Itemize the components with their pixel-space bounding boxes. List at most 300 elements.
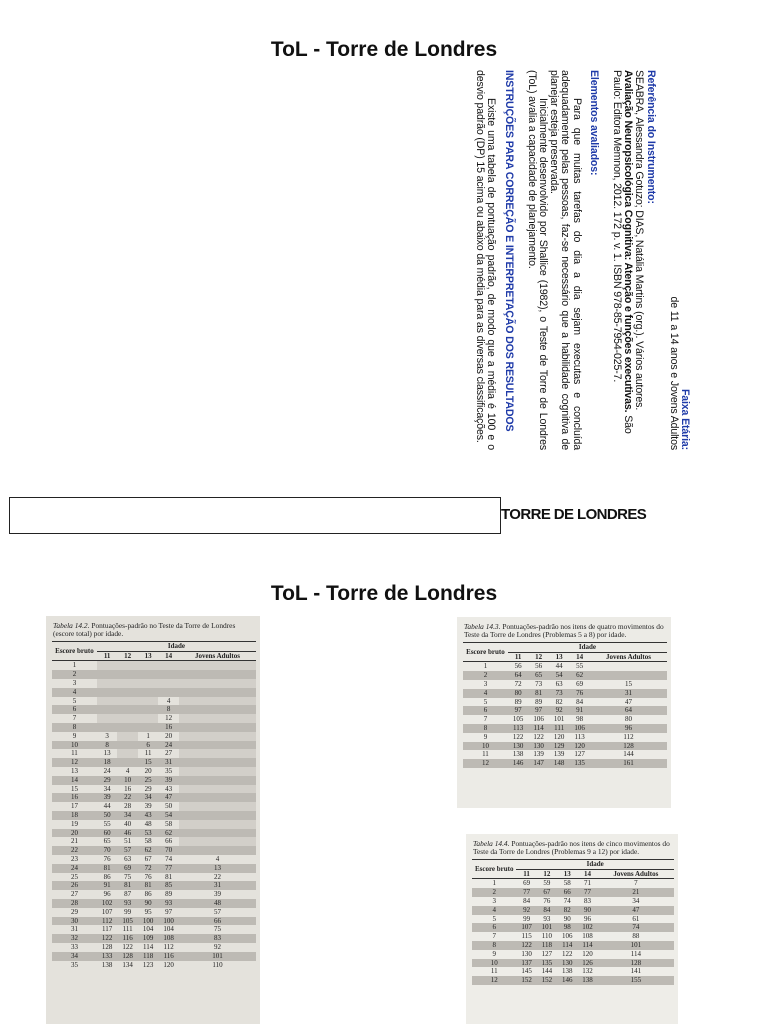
table-cell: 64 [590, 706, 667, 715]
table-cell: 5 [483, 697, 488, 706]
header-col: 11 [97, 651, 118, 661]
score-table [472, 859, 674, 985]
table-cell: 87 [124, 890, 132, 899]
table-cell: 114 [577, 941, 597, 950]
caption-text: Pontuações-padrão nos itens de cinco movimentos do Teste da Torre de Londres (Problemas 9 a 12) por idade. [473, 839, 670, 857]
table-cell: 3 [105, 731, 109, 740]
table-row [472, 950, 674, 959]
banner-title: TORRE DE LONDRES [501, 506, 647, 523]
table-cell [97, 705, 118, 714]
table-cell: 130 [557, 959, 577, 968]
table-cell: 2 [472, 888, 516, 897]
table-cell: 55 [103, 819, 111, 828]
table-cell: 98 [576, 715, 584, 724]
table-cell [179, 829, 256, 838]
table-cell: 8 [472, 941, 516, 950]
table-cell: 27 [70, 890, 78, 899]
table-cell: 3 [483, 680, 488, 688]
table-cell: 5 [72, 696, 77, 705]
table-cell: 107 [516, 923, 536, 932]
table-cell: 109 [138, 934, 159, 943]
table-cell: 128 [590, 742, 667, 751]
table-cell: 6 [463, 706, 508, 715]
table-cell: 133 [97, 952, 118, 961]
table-14-2 [46, 616, 260, 1024]
table-cell [138, 705, 159, 714]
elem-paragraph-2: Inicialmente desenvolvido por Shallice (1982), o Teste de Torre de Londres (ToL) avalia a capacidade de planejamento. [525, 70, 549, 450]
table-cell [179, 670, 256, 679]
table-cell: 62 [138, 846, 159, 855]
table-cell: 120 [582, 949, 593, 958]
table-cell: 93 [158, 899, 179, 908]
header-col: 13 [549, 652, 570, 662]
table-cell: 105 [512, 715, 524, 724]
table-cell: 114 [143, 942, 154, 951]
table-cell: 99 [124, 907, 132, 916]
table-cell: 98 [557, 923, 577, 932]
table-row [472, 915, 674, 924]
header-col: Jovens Adultos [598, 869, 674, 879]
table-cell [179, 837, 256, 846]
table-cell [179, 846, 256, 855]
table-cell: 91 [569, 706, 590, 715]
table-cell: 12 [472, 976, 516, 985]
faixa-etaria [679, 70, 690, 450]
table-cell: 128 [598, 959, 674, 968]
table-cell: 101 [553, 715, 565, 724]
table-cell [117, 723, 138, 732]
table-cell: 72 [138, 864, 159, 873]
table-cell: 90 [563, 914, 571, 923]
table-cell: 152 [516, 976, 536, 985]
table-cell: 102 [577, 923, 597, 932]
table-row [52, 837, 256, 846]
table-cell: 9 [72, 731, 77, 740]
table-cell: 120 [163, 960, 174, 969]
table-cell [179, 802, 256, 811]
table-cell [138, 723, 159, 732]
table-cell [590, 671, 667, 680]
table-cell: 144 [623, 750, 634, 759]
table-cell: 80 [508, 689, 529, 698]
table-row [463, 759, 667, 768]
table-cell: 62 [569, 671, 590, 680]
table-cell: 113 [508, 724, 529, 733]
table-row [52, 697, 256, 706]
table-cell: 92 [516, 906, 536, 915]
table-row [463, 733, 667, 742]
table-cell: 116 [158, 952, 179, 961]
table-caption [457, 617, 671, 642]
rotated-info-block [420, 70, 690, 450]
table-cell: 138 [561, 967, 573, 976]
table-cell: 4 [463, 689, 508, 698]
table-cell: 40 [124, 819, 132, 828]
table-cell [179, 732, 256, 741]
table-cell [179, 811, 256, 820]
score-table [52, 641, 256, 969]
table-cell: 81 [138, 881, 159, 890]
table-cell: 139 [553, 750, 565, 759]
table-cell [179, 776, 256, 785]
table-cell: 39 [144, 802, 152, 811]
table-row [472, 923, 674, 932]
table-row [52, 952, 256, 961]
ref-line-2: São Paulo: Editora Memnon, 2012. 172 p. v. 1. ISBN 978-85-7954-025-7. [610, 70, 635, 434]
table-row [52, 820, 256, 829]
table-row [52, 661, 256, 670]
table-cell: 123 [142, 960, 154, 969]
table-cell: 93 [117, 899, 138, 908]
table-cell: 47 [598, 906, 674, 915]
table-cell: 111 [549, 724, 570, 733]
table-cell: 99 [523, 914, 531, 923]
table-cell: 28 [52, 899, 97, 908]
table-row [52, 881, 256, 890]
table-cell: 122 [97, 934, 118, 943]
page-title: ToL - Torre de Londres [270, 38, 498, 61]
table-cell: 104 [142, 925, 154, 934]
table-cell [179, 679, 256, 688]
table-cell: 145 [521, 967, 532, 976]
table-cell: 74 [165, 854, 173, 863]
table-cell: 60 [97, 829, 118, 838]
table-cell: 34 [103, 784, 111, 793]
table-cell: 4 [166, 696, 171, 705]
table-cell: 89 [514, 697, 522, 706]
table-cell: 115 [521, 932, 532, 941]
table-cell: 100 [138, 917, 159, 926]
table-cell: 77 [516, 888, 536, 897]
table-cell [138, 670, 159, 679]
table-row [52, 793, 256, 802]
table-cell [179, 758, 256, 767]
table-cell: 108 [158, 934, 179, 943]
table-cell: 58 [144, 837, 152, 846]
table-cell: 155 [598, 976, 674, 985]
table-cell: 30 [52, 917, 97, 926]
table-cell: 12 [463, 759, 508, 768]
table-cell: 102 [97, 899, 118, 908]
table-row [463, 680, 667, 689]
table-cell: 126 [577, 959, 597, 968]
table-cell [179, 767, 256, 776]
table-cell [117, 697, 138, 706]
table-cell: 7 [492, 932, 496, 941]
table-cell: 6 [472, 923, 516, 932]
table-cell: 73 [549, 689, 570, 698]
table-cell: 56 [514, 662, 522, 671]
table-cell: 88 [632, 932, 640, 941]
header-col: 12 [537, 869, 557, 879]
table-cell: 92 [549, 706, 570, 715]
table-cell: 139 [533, 750, 544, 759]
table-cell [117, 661, 138, 670]
table-cell: 76 [144, 872, 152, 881]
table-cell: 58 [165, 819, 173, 828]
table-cell: 18 [52, 811, 97, 820]
header-col: 13 [557, 869, 577, 879]
table-cell: 20 [144, 766, 152, 775]
table-cell [179, 705, 256, 714]
table-cell: 81 [165, 872, 173, 881]
faixa-label: Faixa Etária: [679, 388, 691, 450]
table-cell: 95 [144, 907, 152, 916]
table-cell: 25 [70, 872, 78, 881]
ref-bold-title: Avaliação Neuropsicológica Cognitiva: Atenção e funções executivas. [622, 70, 635, 413]
table-cell: 116 [117, 934, 138, 943]
table-cell: 65 [528, 671, 549, 680]
table-row [52, 767, 256, 776]
table-cell [97, 723, 118, 732]
table-cell [97, 661, 118, 670]
table-cell: 67 [144, 854, 152, 863]
table-cell: 9 [483, 732, 488, 741]
table-cell: 74 [598, 923, 674, 932]
table-cell [138, 714, 159, 723]
table-cell: 86 [144, 890, 152, 899]
table-cell: 112 [623, 732, 634, 741]
table-cell: 16 [52, 793, 97, 802]
table-cell: 129 [549, 742, 570, 751]
table-cell: 1 [146, 731, 150, 740]
table-cell: 13 [70, 766, 78, 775]
table-cell: 122 [533, 732, 544, 741]
table-cell: 50 [165, 802, 173, 811]
table-cell: 118 [537, 941, 557, 950]
table-row [52, 688, 256, 697]
header-col: 12 [528, 652, 549, 662]
table-cell: 71 [584, 879, 592, 888]
table-cell: 22 [52, 846, 97, 855]
table-cell: 10 [472, 959, 516, 968]
table-cell: 66 [557, 888, 577, 897]
table-cell: 24 [52, 864, 97, 873]
table-row [52, 829, 256, 838]
table-row [52, 943, 256, 952]
table-row [52, 890, 256, 899]
table-cell: 112 [97, 917, 118, 926]
table-cell: 31 [158, 758, 179, 767]
table-cell: 84 [523, 897, 531, 905]
table-row [472, 976, 674, 985]
table-cell: 69 [523, 879, 531, 888]
table-cell: 69 [117, 864, 138, 873]
table-cell [179, 793, 256, 802]
table-cell: 33 [70, 942, 78, 951]
table-cell: 106 [561, 932, 573, 941]
table-cell: 1 [492, 879, 496, 888]
table-cell: 34 [632, 897, 640, 905]
header-col: Jovens Adultos [179, 651, 256, 661]
table-cell: 96 [584, 914, 592, 923]
table-cell: 74 [563, 897, 571, 905]
table-cell: 132 [582, 967, 593, 976]
banner-box [9, 497, 501, 534]
table-cell: 110 [541, 932, 553, 941]
caption-number: Tabela 14.2. [53, 621, 90, 630]
table-cell: 76 [103, 854, 111, 863]
table-cell: 28 [124, 802, 132, 811]
ref-text [611, 70, 645, 450]
table-cell: 4 [52, 688, 97, 697]
table-cell [117, 679, 138, 688]
table-row [52, 961, 256, 970]
table-row [52, 785, 256, 794]
header-escore-bruto: Escore bruto [52, 641, 97, 661]
table-cell: 8 [52, 723, 97, 732]
table-cell: 81 [528, 689, 549, 698]
table-cell: 63 [124, 854, 132, 863]
table-row [52, 802, 256, 811]
table-cell: 93 [543, 914, 551, 923]
header-col: 14 [158, 651, 179, 661]
table-row [472, 967, 674, 976]
table-cell: 66 [179, 917, 256, 926]
table-cell: 152 [537, 976, 557, 985]
table-cell: 4 [472, 906, 516, 915]
table-cell: 2 [52, 670, 97, 679]
table-cell: 21 [70, 837, 78, 846]
table-cell: 56 [535, 662, 543, 671]
table-cell: 91 [97, 881, 118, 890]
table-cell [138, 688, 159, 697]
table-cell: 34 [138, 793, 159, 802]
table-row [52, 705, 256, 714]
table-row [52, 758, 256, 767]
table-row [463, 671, 667, 680]
table-row [472, 897, 674, 906]
table-cell: 63 [555, 680, 563, 688]
table-cell: 113 [574, 732, 585, 741]
table-cell: 6 [52, 705, 97, 714]
header-escore-bruto: Escore bruto [472, 859, 516, 879]
table-cell: 90 [138, 899, 159, 908]
table-cell [117, 732, 138, 741]
table-cell: 75 [124, 872, 132, 881]
table-cell: 39 [97, 793, 118, 802]
table-cell: 59 [543, 879, 551, 888]
header-col: 14 [577, 869, 597, 879]
table-cell: 57 [213, 907, 221, 916]
table-cell: 83 [584, 897, 592, 905]
table-row [52, 855, 256, 864]
table-cell: 134 [122, 960, 133, 969]
table-row [52, 908, 256, 917]
table-row [463, 698, 667, 707]
table-cell: 76 [543, 897, 551, 905]
table-cell: 7 [634, 879, 638, 888]
table-cell: 11 [144, 749, 152, 758]
table-cell: 35 [165, 766, 173, 775]
table-cell: 29 [70, 907, 78, 916]
table-cell: 86 [103, 872, 111, 881]
table-cell: 83 [179, 934, 256, 943]
table-cell [117, 688, 138, 697]
table-row [52, 741, 256, 750]
table-cell: 1 [483, 662, 488, 671]
table-cell [97, 714, 118, 723]
table-cell [179, 697, 256, 706]
table-cell: 55 [576, 662, 584, 671]
table-cell: 47 [158, 793, 179, 802]
table-cell: 47 [624, 697, 632, 706]
table-cell: 141 [630, 967, 642, 976]
table-cell [97, 679, 118, 688]
table-row [52, 917, 256, 926]
table-cell: 106 [569, 724, 590, 733]
table-cell [179, 820, 256, 829]
table-cell: 20 [165, 731, 173, 740]
table-cell [179, 688, 256, 697]
table-cell: 3 [492, 897, 496, 905]
table-cell: 10 [52, 741, 97, 750]
instr-paragraph: Existe uma tabela de pontuação padrão, de modo que a média é 100 e o desvio padrão (DP) 15 acima ou abaixo da média para as diversas classificações. [474, 70, 498, 450]
table-cell [158, 661, 179, 670]
table-cell: 44 [555, 662, 563, 671]
table-cell: 66 [165, 837, 173, 846]
table-cell: 104 [163, 925, 174, 934]
table-cell: 106 [533, 715, 544, 724]
table-cell: 161 [590, 759, 667, 768]
table-cell: 112 [163, 942, 174, 951]
table-cell: 13 [103, 749, 111, 758]
table-cell: 97 [508, 706, 529, 715]
table-cell: 46 [117, 829, 138, 838]
caption-number: Tabela 14.3. [464, 622, 501, 631]
table-cell: 35 [70, 960, 78, 969]
table-cell [138, 661, 159, 670]
table-cell [117, 741, 138, 750]
table-cell: 108 [582, 932, 593, 941]
table-row [52, 776, 256, 785]
table-cell: 77 [577, 888, 597, 897]
table-cell: 146 [557, 976, 577, 985]
table-cell: 76 [569, 689, 590, 698]
table-cell [179, 785, 256, 794]
table-cell: 135 [569, 759, 590, 768]
table-row [463, 724, 667, 733]
table-cell [117, 705, 138, 714]
table-cell: 62 [158, 829, 179, 838]
table-cell: 100 [158, 917, 179, 926]
instr-label: INSTRUÇÕES PARA CORREÇÃO E INTERPRETAÇÃO DOS RESULTADOS [502, 70, 515, 432]
table-cell [138, 679, 159, 688]
table-cell: 13 [179, 864, 256, 873]
table-cell [97, 697, 118, 706]
table-cell: 67 [537, 888, 557, 897]
table-cell: 1 [72, 661, 77, 670]
table-cell: 81 [117, 881, 138, 890]
table-row [52, 749, 256, 758]
table-cell: 135 [537, 959, 557, 968]
table-cell: 58 [563, 879, 571, 888]
table-cell: 39 [158, 776, 179, 785]
table-caption [466, 834, 678, 859]
table-cell: 110 [212, 960, 223, 969]
table-14-3 [457, 617, 671, 808]
caption-number: Tabela 14.4. [473, 839, 510, 848]
table-cell: 54 [549, 671, 570, 680]
table-cell [138, 697, 159, 706]
table-row [52, 732, 256, 741]
table-cell [117, 714, 138, 723]
table-cell: 138 [577, 976, 597, 985]
table-cell: 34 [117, 811, 138, 820]
table-cell: 4 [125, 766, 130, 775]
table-cell: 24 [158, 741, 179, 750]
header-col: 12 [117, 651, 138, 661]
